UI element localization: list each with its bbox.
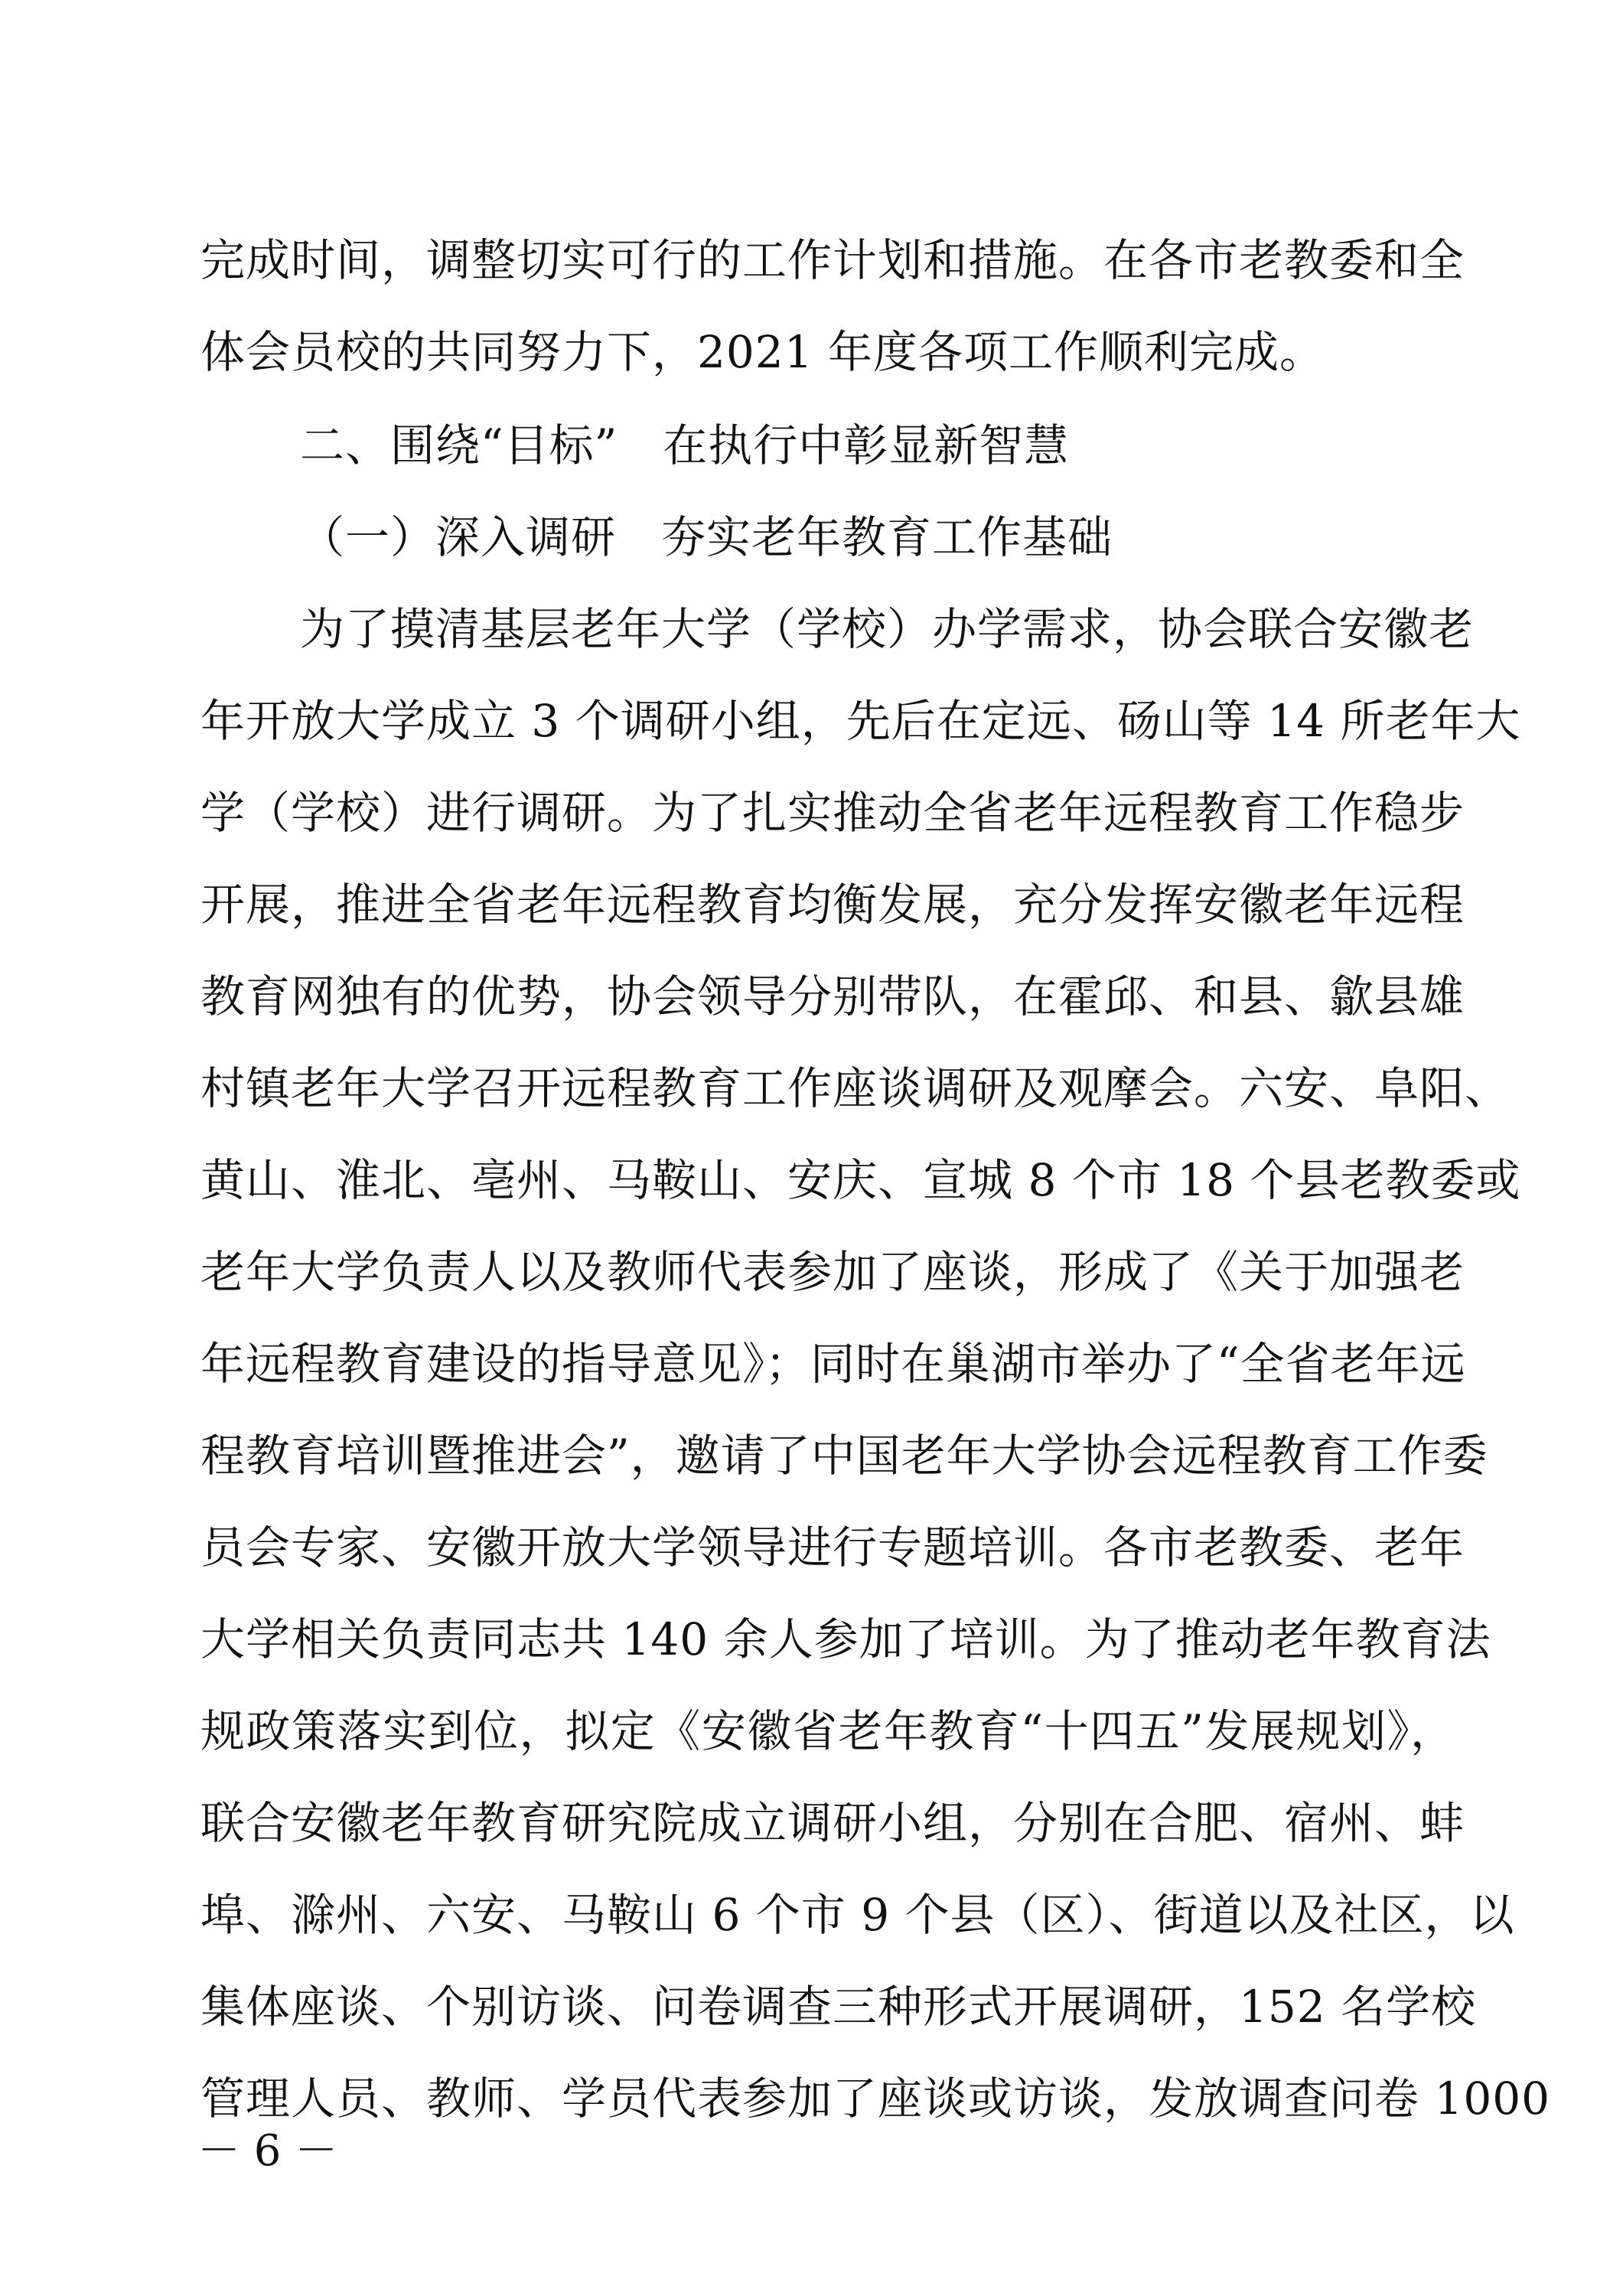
body-line-9: 年远程教育建设的指导意见》；同时在巢湖市举办了“全省老年远 (200, 1338, 1466, 1390)
subsection-heading: （一）深入调研 夯实老年教育工作基础 (300, 511, 1113, 563)
page-number: － 6 － (197, 2126, 338, 2176)
body-line-14: 联合安徽老年教育研究院成立调研小组，分别在合肥、宿州、蚌 (200, 1797, 1465, 1849)
body-line-4: 开展，推进全省老年远程教育均衡发展，充分发挥安徽老年远程 (200, 879, 1465, 931)
body-line-12: 大学相关负责同志共 140 余人参加了培训。为了推动老年教育法 (200, 1613, 1491, 1665)
body-line-11: 员会专家、安徽开放大学领导进行专题培训。各市老教委、老年 (200, 1521, 1465, 1574)
body-line-15: 埠、滁州、六安、马鞍山 6 个市 9 个县（区）、街道以及社区，以 (200, 1889, 1515, 1941)
intro-line-1: 完成时间，调整切实可行的工作计划和措施。在各市老教委和全 (200, 234, 1465, 286)
body-line-10: 程教育培训暨推进会”，邀请了中国老年大学协会远程教育工作委 (200, 1430, 1488, 1482)
body-line-5: 教育网独有的优势，协会领导分别带队，在霍邱、和县、歙县雄 (200, 970, 1465, 1022)
body-line-8: 老年大学负责人以及教师代表参加了座谈，形成了《关于加强老 (200, 1246, 1465, 1298)
section-heading: 二、围绕“目标” 在执行中彰显新智慧 (300, 419, 1070, 471)
intro-line-2: 体会员校的共同努力下，2021 年度各项工作顺利完成。 (200, 326, 1325, 378)
body-line-16: 集体座谈、个别访谈、问卷调查三种形式开展调研，152 名学校 (200, 1981, 1477, 2033)
body-line-7: 黄山、淮北、亳州、马鞍山、安庆、宣城 8 个市 18 个县老教委或 (200, 1154, 1521, 1206)
body-line-1: 为了摸清基层老年大学（学校）办学需求，协会联合安徽老 (300, 603, 1475, 655)
body-line-13: 规政策落实到位，拟定《安徽省老年教育“十四五”发展规划》， (200, 1705, 1455, 1757)
body-line-2: 年开放大学成立 3 个调研小组，先后在定远、砀山等 14 所老年大 (200, 695, 1521, 747)
body-line-6: 村镇老年大学召开远程教育工作座谈调研及观摩会。六安、阜阳、 (200, 1062, 1511, 1114)
body-line-17: 管理人员、教师、学员代表参加了座谈或访谈，发放调查问卷 1000 (200, 2073, 1551, 2125)
body-line-3: 学（学校）进行调研。为了扎实推动全省老年远程教育工作稳步 (200, 787, 1465, 839)
